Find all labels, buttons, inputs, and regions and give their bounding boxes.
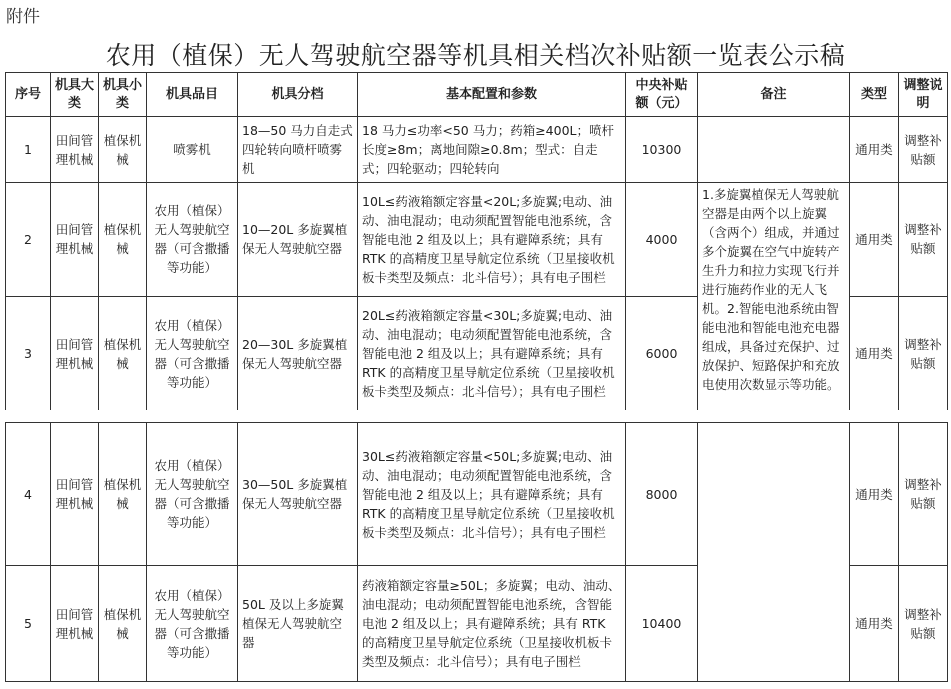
cell-adjust: 调整补贴额 [899, 566, 948, 682]
cell-type: 通用类 [850, 117, 899, 183]
cell-major: 田间管理机械 [51, 566, 99, 682]
cell-tier: 20—30L 多旋翼植保无人驾驶航空器 [238, 296, 358, 411]
attachment-label: 附件 [6, 7, 40, 27]
cell-item: 农用（植保）无人驾驶航空器（可含撒播等功能） [147, 296, 238, 411]
page-title: 农用（植保）无人驾驶航空器等机具相关档次补贴额一览表公示稿 [105, 41, 846, 70]
col-header-adjust: 调整说明 [899, 73, 948, 117]
cell-params: 10L≤药液箱额定容量<20L;多旋翼;电动、油动、油电混动；电动须配置智能电池系统，含智能电池 2 组及以上；具有避障系统；具有 RTK 的高精度卫星导航定位系统（卫星接收机板卡类型及频点：北斗信号）；具有电子围栏 [358, 183, 626, 297]
cell-type: 通用类 [850, 566, 899, 682]
cell-adjust: 调整补贴额 [899, 183, 948, 297]
col-header-item: 机具品目 [147, 73, 238, 117]
cell-note-empty [698, 423, 850, 682]
cell-minor: 植保机械 [99, 117, 147, 183]
col-header-subsidy: 中央补贴额（元） [626, 73, 698, 117]
table-row [6, 117, 948, 183]
note-text: 1.多旋翼植保无人驾驶航空器是由两个以上旋翼（含两个）组成，并通过多个旋翼在空气中旋转产生升力和拉力实现飞行并进行施药作业的无人飞机。2.智能电池系统由智能电池和智能电池充电器组成，具备过充保护、过放保护、短路保护和充放电使用次数显示等功能。 [702, 187, 840, 392]
cell-type: 通用类 [850, 423, 899, 566]
cell-major: 田间管理机械 [51, 296, 99, 411]
cell-params: 药液箱额定容量≥50L；多旋翼；电动、油动、油电混动；电动须配置智能电池系统，含智能电池 2 组及以上；具有避障系统；具有 RTK 的高精度卫星导航定位系统（卫星接收机板卡类型及频点：北斗信号）；具有电子围栏 [358, 566, 626, 682]
cell-major: 田间管理机械 [51, 117, 99, 183]
cell-major: 田间管理机械 [51, 423, 99, 566]
cell-tier: 10—20L 多旋翼植保无人驾驶航空器 [238, 183, 358, 297]
table-row [6, 183, 948, 297]
col-header-note: 备注 [698, 73, 850, 117]
table-row [6, 423, 948, 566]
cell-note-empty [698, 117, 850, 183]
col-header-major: 机具大类 [51, 73, 99, 117]
col-header-type: 类型 [850, 73, 899, 117]
cell-type: 通用类 [850, 296, 899, 411]
col-header-minor: 机具小类 [99, 73, 147, 117]
cell-minor: 植保机械 [99, 296, 147, 411]
cell-tier: 50L 及以上多旋翼植保无人驾驶航空器 [238, 566, 358, 682]
cell-params: 20L≤药液箱额定容量<30L;多旋翼;电动、油动、油电混动；电动须配置智能电池系统，含智能电池 2 组及以上；具有避障系统；具有 RTK 的高精度卫星导航定位系统（卫星接收机板卡类型及频点：北斗信号）；具有电子围栏 [358, 296, 626, 411]
cell-adjust: 调整补贴额 [899, 117, 948, 183]
col-header-params: 基本配置和参数 [358, 73, 626, 117]
cell-subsidy: 4000 [626, 183, 698, 297]
cell-no: 2 [6, 183, 51, 297]
col-header-tier: 机具分档 [238, 73, 358, 117]
cell-subsidy: 6000 [626, 296, 698, 411]
cell-adjust: 调整补贴额 [899, 423, 948, 566]
cell-minor: 植保机械 [99, 423, 147, 566]
cell-tier: 30—50L 多旋翼植保无人驾驶航空器 [238, 423, 358, 566]
subsidy-table-upper [5, 72, 948, 412]
table-header-row [6, 73, 948, 117]
cell-minor: 植保机械 [99, 183, 147, 297]
cell-subsidy: 10300 [626, 117, 698, 183]
cell-no: 3 [6, 296, 51, 411]
cell-no: 1 [6, 117, 51, 183]
cell-subsidy: 8000 [626, 423, 698, 566]
cell-major: 田间管理机械 [51, 183, 99, 297]
cell-tier: 18—50 马力自走式四轮转向喷杆喷雾机 [238, 117, 358, 183]
cell-subsidy: 10400 [626, 566, 698, 682]
cell-type: 通用类 [850, 183, 899, 297]
cell-params: 30L≤药液箱额定容量<50L;多旋翼;电动、油动、油电混动；电动须配置智能电池系统，含智能电池 2 组及以上；具有避障系统；具有 RTK 的高精度卫星导航定位系统（卫星接收机板卡类型及频点：北斗信号）；具有电子围栏 [358, 423, 626, 566]
cell-params: 18 马力≤功率<50 马力；药箱≥400L；喷杆长度≥8m；离地间隙≥0.8m；型式：自走式；四轮驱动；四轮转向 [358, 117, 626, 183]
col-header-no: 序号 [6, 73, 51, 117]
cell-no: 5 [6, 566, 51, 682]
subsidy-table-lower [5, 422, 948, 682]
page-break-gap [0, 410, 951, 421]
cell-adjust: 调整补贴额 [899, 296, 948, 411]
cell-note [698, 183, 850, 412]
cell-no: 4 [6, 423, 51, 566]
cell-item: 农用（植保）无人驾驶航空器（可含撒播等功能） [147, 423, 238, 566]
cell-item: 农用（植保）无人驾驶航空器（可含撒播等功能） [147, 566, 238, 682]
cell-item: 喷雾机 [147, 117, 238, 183]
cell-item: 农用（植保）无人驾驶航空器（可含撒播等功能） [147, 183, 238, 297]
cell-minor: 植保机械 [99, 566, 147, 682]
